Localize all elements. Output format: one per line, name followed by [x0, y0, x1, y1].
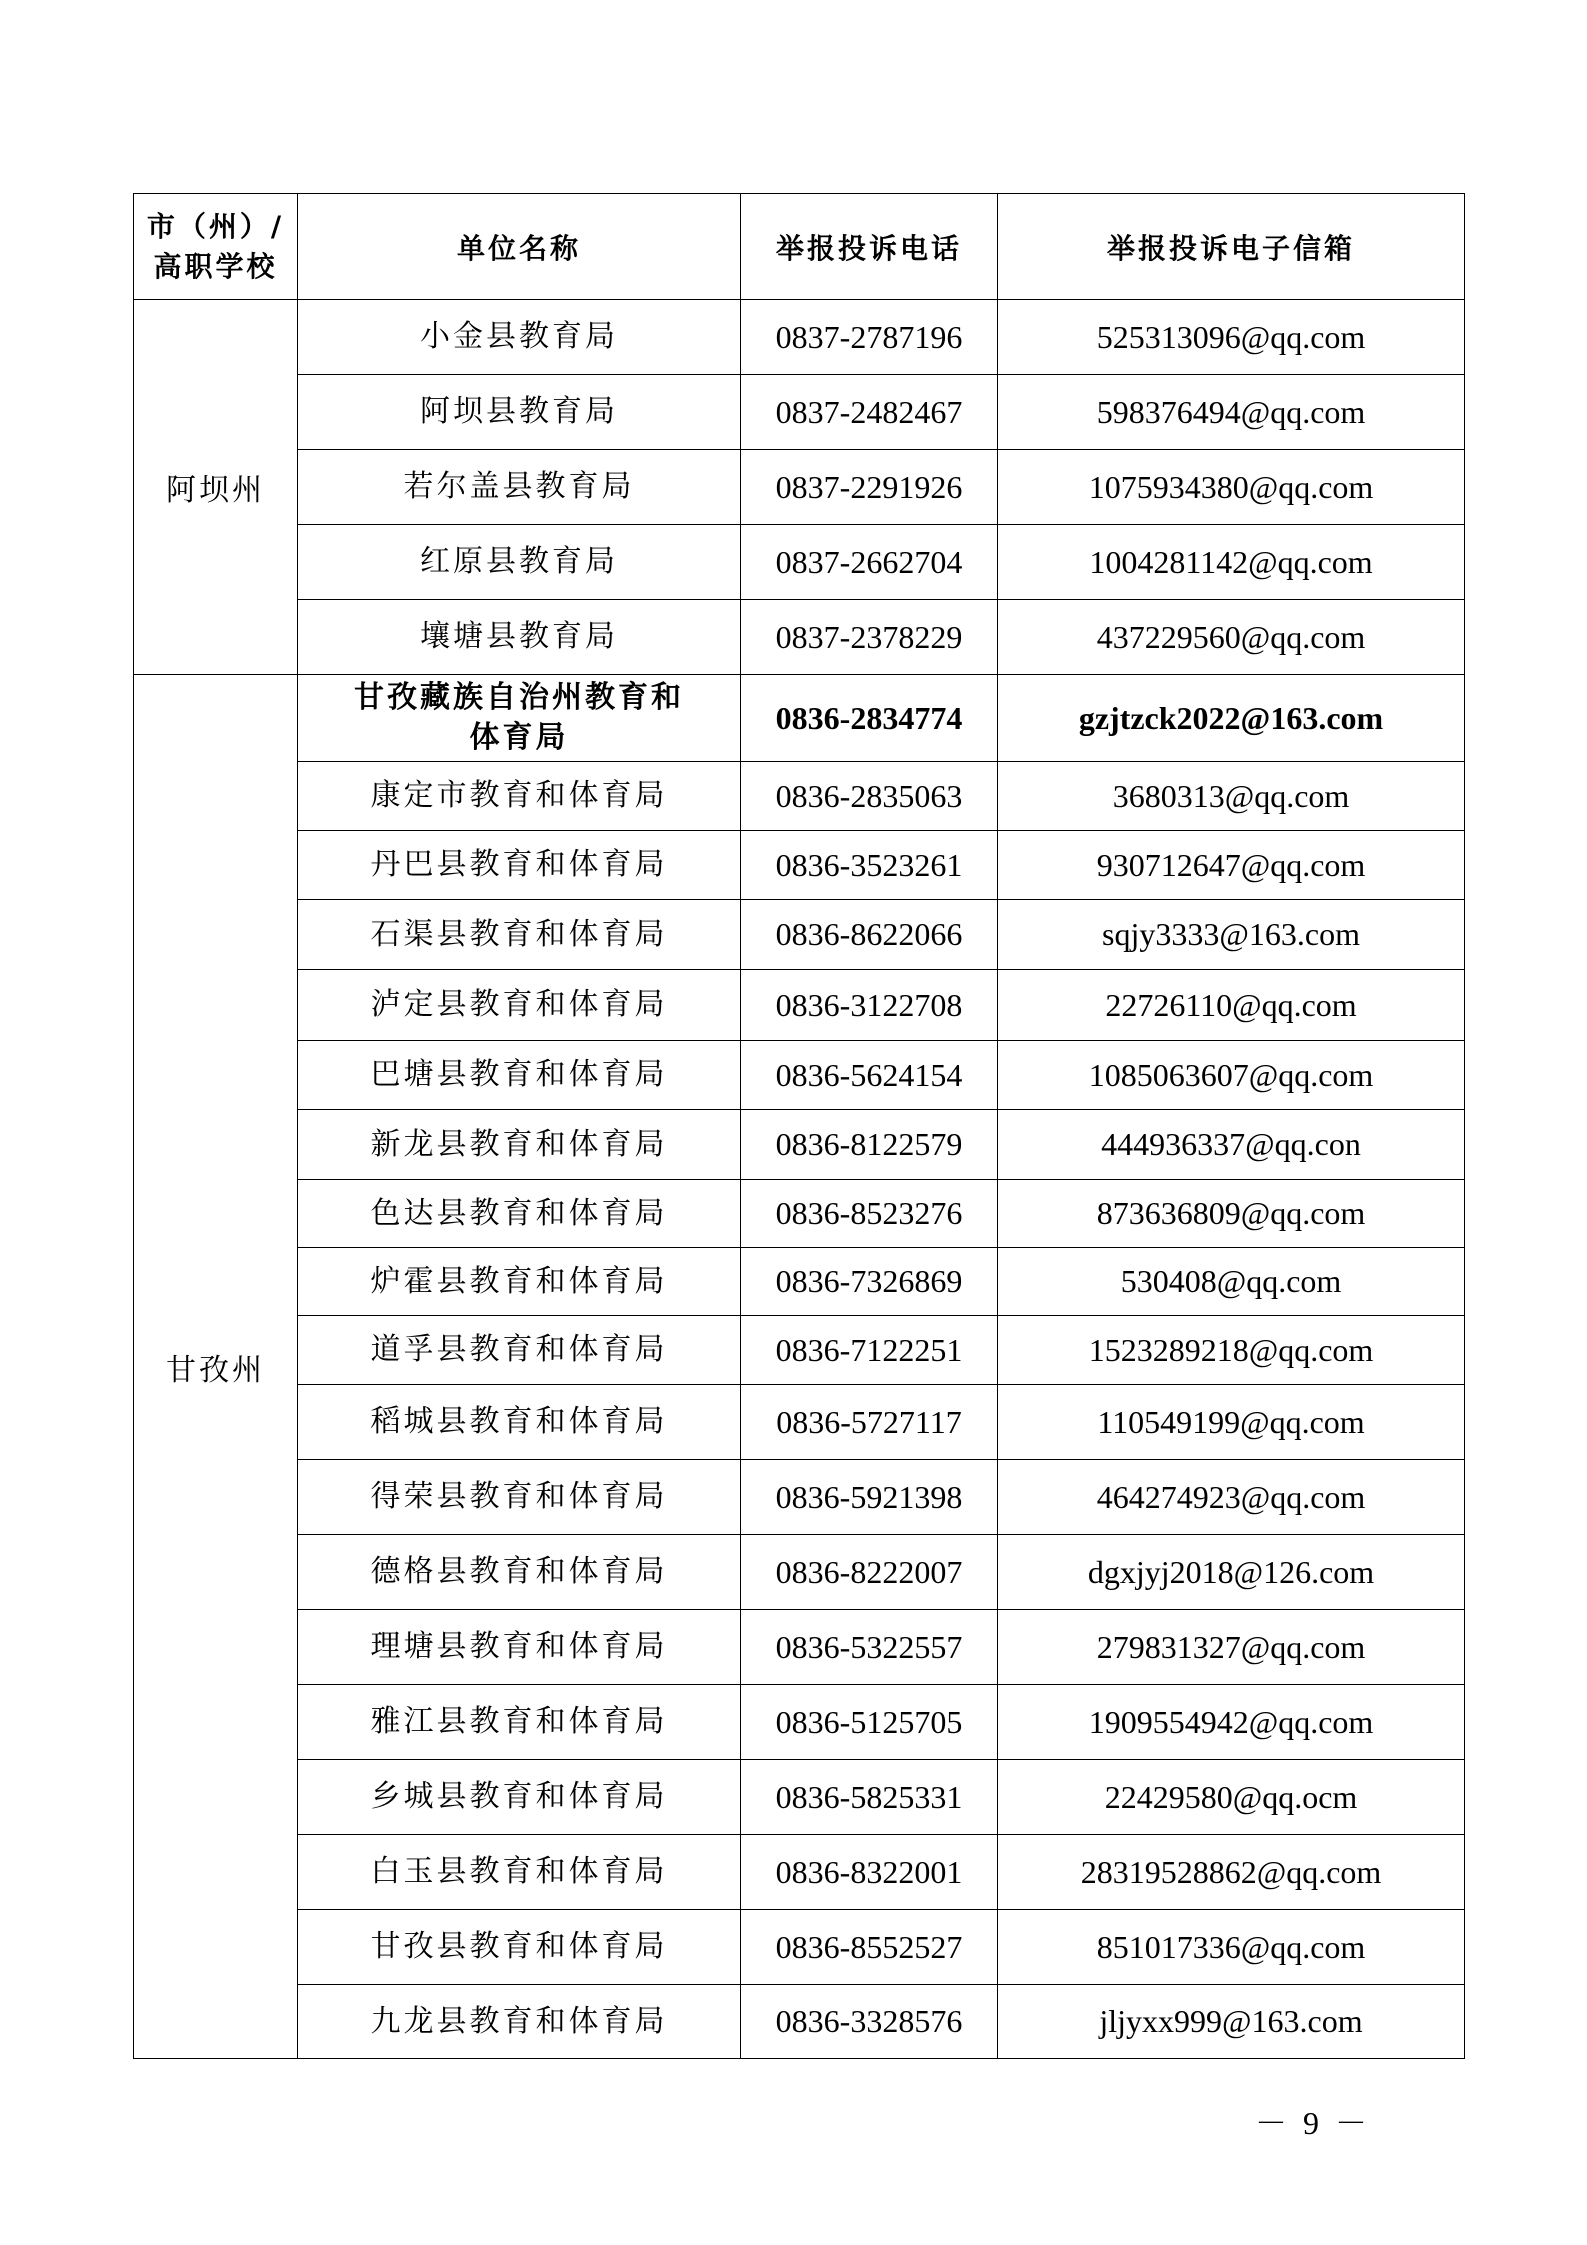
unit-cell: 色达县教育和体育局: [298, 1180, 741, 1248]
phone-cell: 0836-5727117: [741, 1385, 998, 1460]
phone-cell: 0836-5921398: [741, 1460, 998, 1535]
email-cell: 22726110@qq.com: [998, 970, 1465, 1041]
table-row: [134, 1460, 1465, 1535]
table-row: [134, 450, 1465, 525]
table-row: [134, 970, 1465, 1041]
region-cell-aba: 阿坝州: [134, 300, 298, 675]
unit-cell: 康定市教育和体育局: [298, 762, 741, 831]
phone-cell: 0836-8222007: [741, 1535, 998, 1610]
email-cell: 851017336@qq.com: [998, 1910, 1465, 1985]
unit-cell: 道孚县教育和体育局: [298, 1316, 741, 1385]
email-cell: 530408@qq.com: [998, 1248, 1465, 1316]
email-cell: gzjtzck2022@163.com: [998, 675, 1465, 762]
unit-cell: 壤塘县教育局: [298, 600, 741, 675]
table-row: [134, 1248, 1465, 1316]
page-number: － 9 －: [1255, 2105, 1372, 2141]
unit-cell: 稻城县教育和体育局: [298, 1385, 741, 1460]
phone-cell: 0837-2662704: [741, 525, 998, 600]
unit-cell-line2: 体育局: [469, 720, 569, 755]
unit-cell: 丹巴县教育和体育局: [298, 831, 741, 900]
unit-cell: 炉霍县教育和体育局: [298, 1248, 741, 1316]
unit-cell: 德格县教育和体育局: [298, 1535, 741, 1610]
phone-cell: 0837-2482467: [741, 375, 998, 450]
table-row: [134, 1985, 1465, 2059]
email-cell: 28319528862@qq.com: [998, 1835, 1465, 1910]
table-row: [134, 600, 1465, 675]
email-cell: 1004281142@qq.com: [998, 525, 1465, 600]
contact-table: [133, 193, 1465, 2059]
unit-cell: 石渠县教育和体育局: [298, 900, 741, 970]
table-header-row: [134, 194, 1465, 300]
email-cell: 1085063607@qq.com: [998, 1041, 1465, 1110]
unit-cell-line1: 甘孜藏族自治州教育和: [354, 680, 684, 715]
table-row: [134, 675, 1465, 762]
phone-cell: 0836-7326869: [741, 1248, 998, 1316]
unit-cell: 甘孜县教育和体育局: [298, 1910, 741, 1985]
email-cell: 279831327@qq.com: [998, 1610, 1465, 1685]
table-row: [134, 1385, 1465, 1460]
phone-cell: 0836-3122708: [741, 970, 998, 1041]
unit-cell: 新龙县教育和体育局: [298, 1110, 741, 1180]
email-cell: 1909554942@qq.com: [998, 1685, 1465, 1760]
email-cell: 1523289218@qq.com: [998, 1316, 1465, 1385]
phone-cell: 0836-8122579: [741, 1110, 998, 1180]
unit-cell: 乡城县教育和体育局: [298, 1760, 741, 1835]
unit-cell: 得荣县教育和体育局: [298, 1460, 741, 1535]
table-row: [134, 300, 1465, 375]
unit-cell: 小金县教育局: [298, 300, 741, 375]
table-row: [134, 762, 1465, 831]
phone-cell: 0836-3523261: [741, 831, 998, 900]
table-row: [134, 1316, 1465, 1385]
unit-cell: 若尔盖县教育局: [298, 450, 741, 525]
table-row: [134, 1535, 1465, 1610]
unit-cell: [298, 675, 741, 762]
email-cell: 930712647@qq.com: [998, 831, 1465, 900]
email-cell: 3680313@qq.com: [998, 762, 1465, 831]
table-row: [134, 1180, 1465, 1248]
table-row: [134, 1835, 1465, 1910]
phone-cell: 0837-2378229: [741, 600, 998, 675]
email-cell: sqjy3333@163.com: [998, 900, 1465, 970]
phone-cell: 0836-8622066: [741, 900, 998, 970]
email-cell: 1075934380@qq.com: [998, 450, 1465, 525]
header-region: [134, 194, 298, 300]
table-row: [134, 1760, 1465, 1835]
email-cell: 22429580@qq.ocm: [998, 1760, 1465, 1835]
phone-cell: 0837-2291926: [741, 450, 998, 525]
table-row: [134, 375, 1465, 450]
unit-cell: 白玉县教育和体育局: [298, 1835, 741, 1910]
table-row: [134, 525, 1465, 600]
header-region-line2: 高职学校: [153, 249, 278, 283]
phone-cell: 0837-2787196: [741, 300, 998, 375]
table-row: [134, 1041, 1465, 1110]
unit-cell: 九龙县教育和体育局: [298, 1985, 741, 2059]
table-row: [134, 831, 1465, 900]
email-cell: 444936337@qq.con: [998, 1110, 1465, 1180]
table-row: [134, 1110, 1465, 1180]
unit-cell: 红原县教育局: [298, 525, 741, 600]
phone-cell: 0836-2835063: [741, 762, 998, 831]
email-cell: 598376494@qq.com: [998, 375, 1465, 450]
phone-cell: 0836-8322001: [741, 1835, 998, 1910]
phone-cell: 0836-8523276: [741, 1180, 998, 1248]
phone-cell: 0836-2834774: [741, 675, 998, 762]
unit-cell: 雅江县教育和体育局: [298, 1685, 741, 1760]
email-cell: 873636809@qq.com: [998, 1180, 1465, 1248]
phone-cell: 0836-8552527: [741, 1910, 998, 1985]
email-cell: dgxjyj2018@126.com: [998, 1535, 1465, 1610]
email-cell: 437229560@qq.com: [998, 600, 1465, 675]
header-phone: 举报投诉电话: [741, 194, 998, 300]
table-row: [134, 1685, 1465, 1760]
unit-cell: 阿坝县教育局: [298, 375, 741, 450]
email-cell: 464274923@qq.com: [998, 1460, 1465, 1535]
phone-cell: 0836-3328576: [741, 1985, 998, 2059]
phone-cell: 0836-5825331: [741, 1760, 998, 1835]
table-row: [134, 1610, 1465, 1685]
phone-cell: 0836-5125705: [741, 1685, 998, 1760]
unit-cell: 巴塘县教育和体育局: [298, 1041, 741, 1110]
header-unit: 单位名称: [298, 194, 741, 300]
phone-cell: 0836-5624154: [741, 1041, 998, 1110]
email-cell: jljyxx999@163.com: [998, 1985, 1465, 2059]
region-cell-ganzi: 甘孜州: [134, 675, 298, 2059]
table-row: [134, 1910, 1465, 1985]
header-email: 举报投诉电子信箱: [998, 194, 1465, 300]
email-cell: 110549199@qq.com: [998, 1385, 1465, 1460]
email-cell: 525313096@qq.com: [998, 300, 1465, 375]
table-row: [134, 900, 1465, 970]
phone-cell: 0836-7122251: [741, 1316, 998, 1385]
unit-cell: 泸定县教育和体育局: [298, 970, 741, 1041]
phone-cell: 0836-5322557: [741, 1610, 998, 1685]
unit-cell: 理塘县教育和体育局: [298, 1610, 741, 1685]
header-region-line1: 市（州）/: [146, 209, 285, 243]
